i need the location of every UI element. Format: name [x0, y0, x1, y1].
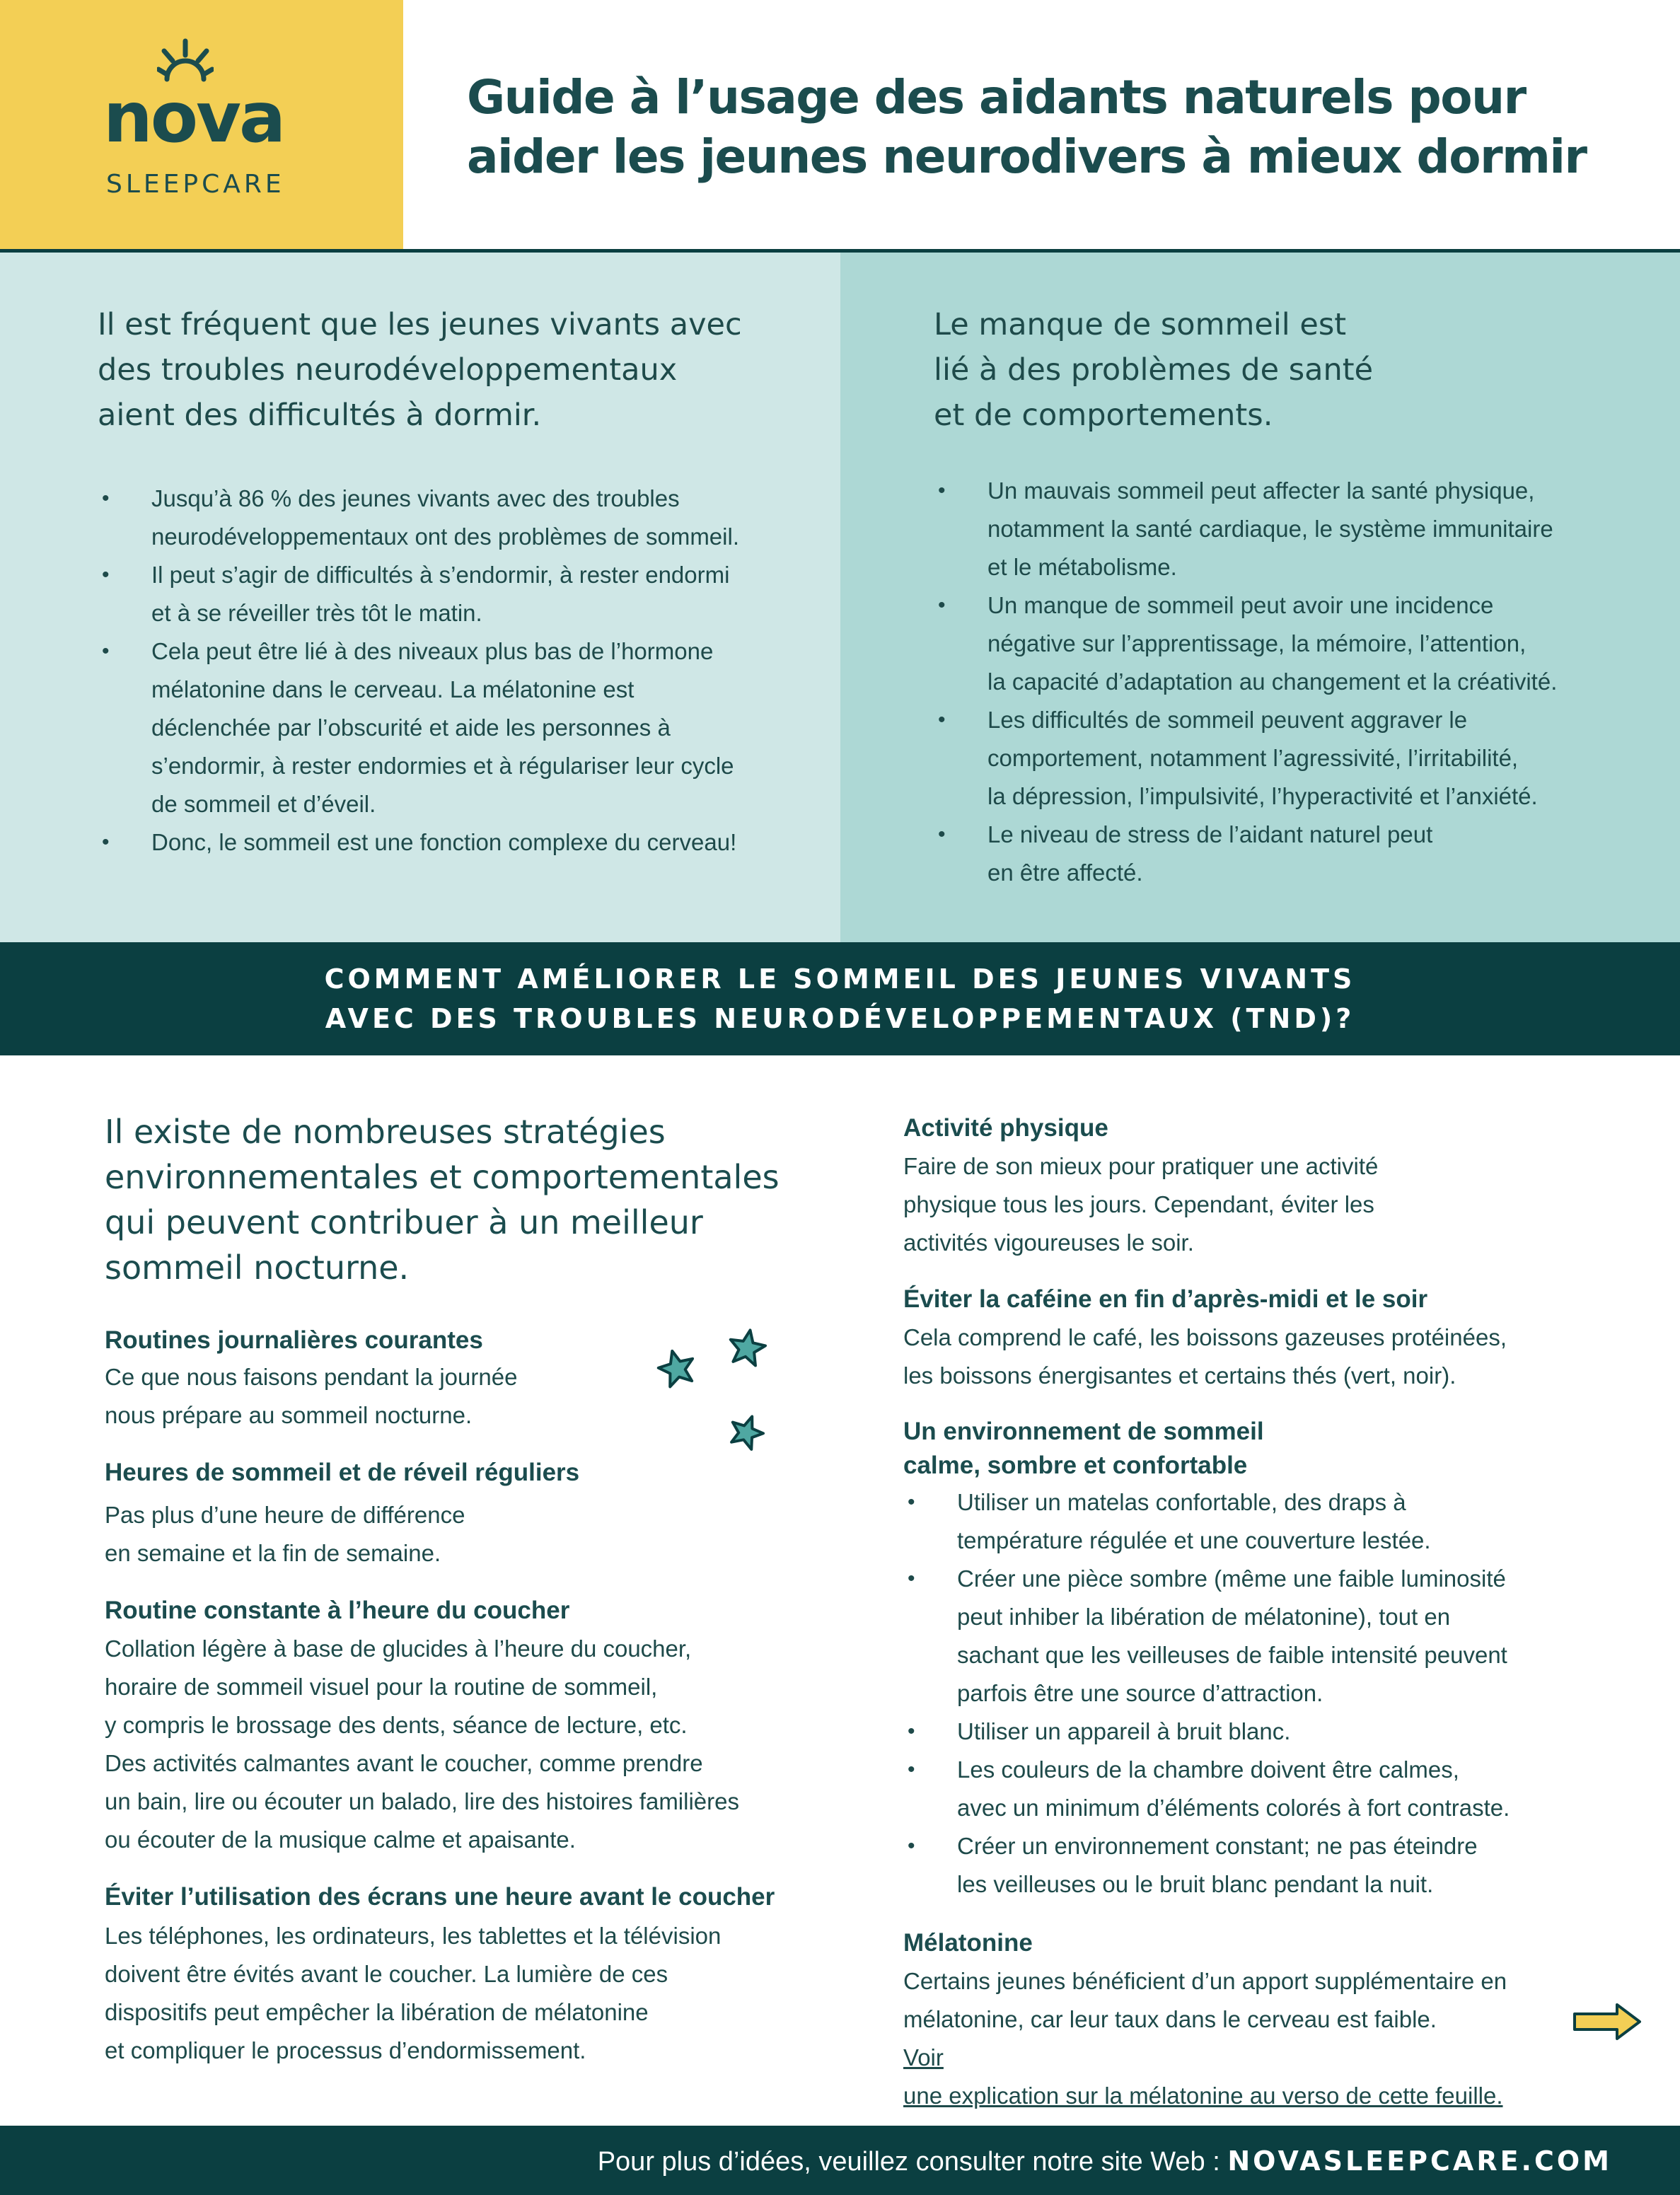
body-text: mélatonine, car leur taux dans le cerveau est faible. — [903, 2006, 1437, 2032]
body-line: nous prépare au sommeil nocturne. — [105, 1402, 473, 1428]
intro-line: sommeil nocturne. — [105, 1249, 410, 1287]
body-line: Cela comprend le café, les boissons gazeuses protéinées, — [903, 1324, 1507, 1350]
right-panel-heading — [934, 302, 1373, 438]
title-line: Guide à l’usage des aidants naturels pour — [467, 70, 1526, 124]
brand-wordmark: nova — [103, 78, 284, 158]
bullet-line: la capacité d’adaptation au changement et la créativité. — [987, 668, 1558, 695]
list-item — [934, 472, 1557, 586]
bullet-line: s’endormir, à rester endormies et à régulariser leur cycle — [151, 753, 734, 779]
page-title — [467, 68, 1655, 187]
body-line: les boissons énergisantes et certains thés (vert, noir). — [903, 1362, 1456, 1389]
section-body-bedtime-routine — [105, 1630, 739, 1859]
section-body-physical-activity — [903, 1147, 1378, 1262]
heading-line: lié à des problèmes de santé — [934, 352, 1374, 388]
list-item — [934, 701, 1557, 816]
list-item — [903, 1751, 1510, 1827]
bullet-line: de sommeil et d’éveil. — [151, 791, 376, 817]
list-item — [934, 816, 1557, 892]
left-panel-heading — [98, 302, 742, 438]
intro-line: Il existe de nombreuses stratégies — [105, 1113, 666, 1151]
section-title-environment — [903, 1415, 1264, 1483]
bullet-line: sachant que les veilleuses de faible intensité peuvent — [957, 1642, 1507, 1668]
list-item — [98, 632, 739, 823]
section-title-screens: Éviter l’utilisation des écrans une heure avant le coucher — [105, 1883, 775, 1911]
bullet-line: • Le niveau de stress de l’aidant naturel peut — [987, 821, 1433, 847]
heading-line: et de comportements. — [934, 398, 1273, 433]
list-item — [903, 1483, 1510, 1560]
body-line: horaire de sommeil visuel pour la routine de sommeil, — [105, 1674, 658, 1700]
section-title-bedtime-routine: Routine constante à l’heure du coucher — [105, 1597, 570, 1624]
intro-statement — [105, 1109, 780, 1290]
body-line: Des activités calmantes avant le coucher, comme prendre — [105, 1750, 703, 1776]
body-line — [903, 2077, 1507, 2115]
left-bullet-list — [98, 480, 739, 862]
environment-bullet-list — [903, 1483, 1510, 1904]
bullet-line: mélatonine dans le cerveau. La mélatonine est — [151, 676, 635, 702]
section-title-regular-hours: Heures de sommeil et de réveil réguliers — [105, 1459, 580, 1486]
footer-label: Pour plus d’idées, veuillez consulter notre site Web : — [597, 2147, 1228, 2177]
bullet-line: température régulée et une couverture lestée. — [957, 1527, 1431, 1553]
right-info-panel — [840, 253, 1680, 942]
footer — [0, 2126, 1680, 2195]
list-item — [98, 823, 739, 862]
list-item — [934, 586, 1557, 701]
body-line — [903, 2000, 1507, 2077]
body-line: et compliquer le processus d’endormissement. — [105, 2037, 586, 2063]
body-line: ou écouter de la musique calme et apaisante. — [105, 1826, 576, 1853]
body-line: activités vigoureuses le soir. — [903, 1229, 1194, 1256]
body-line: Collation légère à base de glucides à l’heure du coucher, — [105, 1635, 692, 1662]
bullet-line: • Créer une pièce sombre (même une faible luminosité — [957, 1565, 1506, 1592]
heading-line: Le manque de sommeil est — [934, 307, 1347, 342]
footer-text — [598, 2145, 1612, 2177]
body-line: en semaine et la fin de semaine. — [105, 1540, 441, 1566]
section-body-regular-hours — [105, 1496, 465, 1573]
bullet-line: la dépression, l’impulsivité, l’hyperactivité et l’anxiété. — [987, 783, 1538, 809]
bullet-line: • Les couleurs de la chambre doivent être calmes, — [957, 1756, 1459, 1783]
body-line: Faire de son mieux pour pratiquer une activité — [903, 1153, 1379, 1179]
list-item — [903, 1827, 1510, 1904]
body-line: physique tous les jours. Cependant, éviter les — [903, 1191, 1374, 1217]
bullet-line: les veilleuses ou le bruit blanc pendant la nuit. — [957, 1871, 1434, 1897]
heading-line: des troubles neurodéveloppementaux — [98, 352, 678, 388]
section-body-caffeine — [903, 1319, 1507, 1395]
right-bullet-list — [934, 472, 1557, 892]
list-item — [98, 480, 739, 556]
body-line: Pas plus d’une heure de différence — [105, 1502, 465, 1528]
logo-block — [0, 0, 403, 249]
star-icon — [724, 1326, 770, 1371]
section-title-physical-activity: Activité physique — [903, 1114, 1108, 1142]
body-line: Certains jeunes bénéficient d’un apport supplémentaire en — [903, 1968, 1507, 1994]
melatonin-explanation-link-continued[interactable]: une explication sur la mélatonine au verso de cette feuille. — [903, 2083, 1503, 2109]
bullet-line: • Un manque de sommeil peut avoir une incidence — [987, 592, 1494, 618]
arrow-right-icon — [1572, 2002, 1643, 2041]
website-link[interactable]: NOVASLEEPCARE.COM — [1227, 2145, 1612, 2177]
bullet-line: comportement, notamment l’agressivité, l’irritabilité, — [987, 745, 1519, 771]
bullet-line: notamment la santé cardiaque, le système immunitaire — [987, 516, 1553, 542]
bullet-line: • Il peut s’agir de difficultés à s’endormir, à rester endormi — [151, 562, 730, 588]
body-line: un bain, lire ou écouter un balado, lire des histoires familières — [105, 1788, 739, 1814]
title-line: Un environnement de sommeil — [903, 1418, 1264, 1445]
body-line: Ce que nous faisons pendant la journée — [105, 1364, 518, 1390]
banner-line: COMMENT AMÉLIORER LE SOMMEIL DES JEUNES VIVANTS — [324, 963, 1356, 995]
left-info-panel — [0, 253, 840, 942]
bullet-line: déclenchée par l’obscurité et aide les personnes à — [151, 714, 671, 741]
melatonin-explanation-link[interactable]: Voir — [903, 2044, 944, 2071]
section-title-daily-routines: Routines journalières courantes — [105, 1326, 483, 1354]
bullet-line: • Cela peut être lié à des niveaux plus bas de l’hormone — [151, 638, 714, 664]
title-line: aider les jeunes neurodivers à mieux dormir — [467, 129, 1587, 184]
heading-line: Il est fréquent que les jeunes vivants avec — [98, 307, 742, 342]
bullet-line: peut inhiber la libération de mélatonine), tout en — [957, 1604, 1451, 1630]
bullet-line: neurodéveloppementaux ont des problèmes de sommeil. — [151, 523, 739, 550]
star-icon — [726, 1412, 767, 1453]
intro-line: qui peuvent contribuer à un meilleur — [105, 1203, 703, 1241]
body-line: dispositifs peut empêcher la libération de mélatonine — [105, 1999, 649, 2025]
body-line: Les téléphones, les ordinateurs, les tablettes et la télévision — [105, 1923, 722, 1949]
bullet-line: • Un mauvais sommeil peut affecter la santé physique, — [987, 477, 1535, 504]
list-item — [903, 1713, 1510, 1751]
section-body-daily-routines — [105, 1358, 517, 1435]
list-item — [98, 556, 739, 632]
star-icon — [655, 1347, 699, 1391]
body-line: y compris le brossage des dents, séance de lecture, etc. — [105, 1712, 688, 1738]
section-body-screens — [105, 1917, 721, 2070]
bullet-line: • Créer un environnement constant; ne pas éteindre — [957, 1833, 1478, 1859]
bullet-line: et à se réveiller très tôt le matin. — [151, 600, 482, 626]
bullet-line: • Donc, le sommeil est une fonction complexe du cerveau! — [151, 829, 737, 855]
bullet-line: en être affecté. — [987, 859, 1143, 886]
section-body-melatonin — [903, 1962, 1507, 2115]
banner-line: AVEC DES TROUBLES NEURODÉVELOPPEMENTAUX (TND)? — [325, 1003, 1355, 1034]
bullet-line: négative sur l’apprentissage, la mémoire, l’attention, — [987, 630, 1527, 656]
bullet-line: • Utiliser un matelas confortable, des draps à — [957, 1489, 1406, 1515]
heading-line: aient des difficultés à dormir. — [98, 398, 542, 433]
intro-line: environnementales et comportementales — [105, 1158, 780, 1196]
section-title-caffeine: Éviter la caféine en fin d’après-midi et le soir — [903, 1285, 1428, 1313]
bullet-line: et le métabolisme. — [987, 554, 1177, 580]
bullet-line: avec un minimum d’éléments colorés à fort contraste. — [957, 1795, 1510, 1821]
title-line: calme, sombre et confortable — [903, 1452, 1248, 1479]
body-line: doivent être évités avant le coucher. La lumière de ces — [105, 1961, 668, 1987]
section-title-melatonin: Mélatonine — [903, 1929, 1033, 1957]
bullet-line: • Les difficultés de sommeil peuvent aggraver le — [987, 707, 1468, 733]
bullet-line: parfois être une source d’attraction. — [957, 1680, 1323, 1706]
bullet-line: • Utiliser un appareil à bruit blanc. — [957, 1718, 1291, 1744]
list-item — [903, 1560, 1510, 1713]
bullet-line: • Jusqu’à 86 % des jeunes vivants avec des troubles — [151, 485, 680, 511]
section-banner — [0, 942, 1680, 1055]
brand-subtitle: SLEEPCARE — [106, 170, 285, 199]
